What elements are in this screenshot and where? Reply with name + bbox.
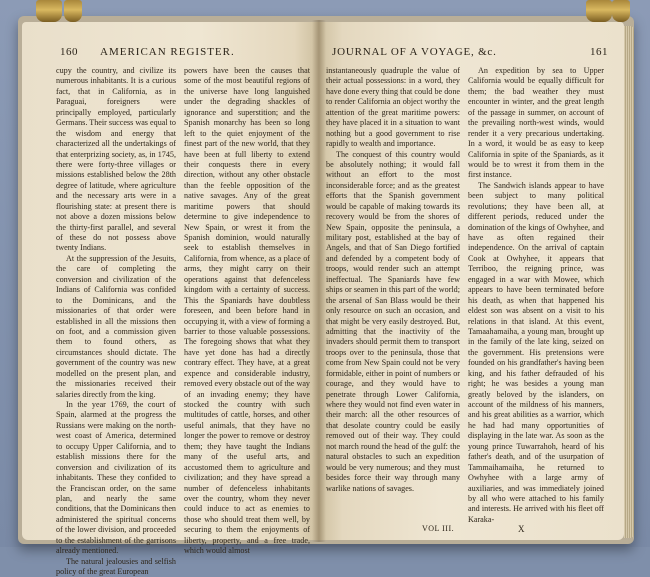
text-column-1 [56, 66, 176, 577]
left-page [22, 22, 318, 576]
right-page [318, 22, 624, 540]
clasp-right-inner [612, 0, 630, 22]
paragraph: The Sandwich islands appear to have been subject to many political revolutions; they have been all, at different periods, reduced under the domination of the kings of Owhyhee, and have as often regained their independence. On the arrival of captain Cook at Owhyhee, it appears that Terriboo, the reigning prince, was engaged in a war with Mowee, which appears to have been terminated before his death, as when that happened his eldest son was absent on a visit to his relations in that island. At this event, Tamaahamaiha, a young man, brought up in the family of the late king, seized on the government. His pretensions were founded on his grandfather's having been king, and his father defrauded of his right; he was besides a young man greatly beloved by the islanders, on account of the mildness of his manners, and his great abilities as a warrior, which he had had many opportunities of displaying in the late war. As soon as the young prince Tuwarrahoh, heard of his father's death, and of the usurpation of Tammaihamaiha, he returned to Owhyhee with a large army of auxiliaries, and was immediately joined by all who were attached to his family and interests. He arrived with his fleet off Karaka- [468, 180, 604, 524]
paragraph: cupy the country, and civilize its numerous inhabitants. It is a curious fact, that in California, as in Paraguai, foreigners were principally employed, particularly Germans. Their success was equal to the wisdom and energy that characterized all the undertakings of that enterprizing society, as, in 1745, there were forty-three villages or missions established below the 28th degree of latitude, where agriculture and the necessary arts were in a flourishing state: at present there is not above a dozen missions below the thirty-first parallel, and several of these do not possess above twenty Indians. [56, 66, 176, 253]
text-column-2 [468, 66, 604, 525]
paragraph: In the year 1769, the court of Spain, alarmed at the progress the Russians were making on the north-west coast of America, determined to occupy Upper California, and to establish missions there for the conversion and civilization of its inhabitants. These they confided to the Franciscan order, on the same plan, and nearly the same conditions, that the Dominicans then administered the spiritual concerns of the lower division, and proceeded to the establishment of the garrisons already mentioned. [56, 400, 176, 556]
clasp-right-outer [586, 0, 612, 22]
clasp-left-inner [64, 0, 82, 22]
text-column-2 [184, 66, 310, 557]
book-gutter [312, 20, 326, 542]
text-column-1 [326, 66, 460, 494]
paragraph: The conquest of this country would be absolutely nothing; it would fall without an effort to the most inconsiderable force; and as the greatest efforts that the Spanish government would be capable of making towards its recovery would be from the shores of New Spain, opposite the peninsula, a military post, established at the bay of Angels, and that of San Diego fortified and defended by a competent body of troops, would render such an attempt ineffectual. The Spaniards have few ships or seamen in this part of the world; the arsenal of San Blass would be their only resource on such an occasion, and that might be very easily destroyed. But, admitting that the inactivity of the invaders should permit them to transport troops over to the peninsula, those that come from New Spain could not be very formidable, either in point of numbers or courage, and they would have to penetrate through Lower California, where they would not find even water in their march: all the other resources of that desolate country could be easily removed out of their way. They could not march round the head of the gulf: the natural obstacles to such an expedition would be very numerous; and they must besides force their way through many warlike nations of savages. [326, 149, 460, 493]
paragraph: At the suppression of the Jesuits, the care of completing the conversion and civilization of the Indians of California was confided to the Dominicans, and the missionaries of that order were established in all the missions then on foot, and a commission given them to found others, as circumstances should dictate. The government of the country was new modelled on the present plan, and the missionaries received their salaries directly from the king. [56, 253, 176, 399]
paragraph: The natural jealousies and selfish policy of the great European [56, 556, 176, 576]
paragraph: powers have been the causes that some of the most beautiful regions of the universe have long languished under the degrading shackles of ignorance and superstition; and the Spanish monarchy has been so long left to the quiet enjoyment of the finest part of the new world, that they have been at full liberty to extend their conquests there in every direction, without any other obstacle than the feeble opposition of the native savages. Any of the great maritime powers that should determine to give independence to New Spain, or wrest it from the Spanish dominion, would naturally seek to establish themselves in California, from whence, as a place of arms, they might carry on their operations against that defenceless kingdom with a certainty of success. This the Spaniards have doubtless foreseen, and been before hand in occupying it, with a view of forming a barrier to those valuable possessions. The foregoing shows that what they have yet done has had a directly contrary effect. They have, at a great expence and considerable industry, removed every obstacle out of the way of an invading enemy; they have stocked the country with such multitudes of cattle, horses, and other useful animals, that they have no longer the power to remove or destroy them; they have taught the Indians many of the useful arts, and accustomed them to agriculture and civilization; and they have spread a number of defenceless inhabitants over the country, whom they never could induce to act as enemies to those who should treat them well, by securing to them the enjoyments of liberty, property, and a free trade, which would almost [184, 66, 310, 556]
paragraph: An expedition by sea to Upper California would be equally difficult for them; the bad weather they must encounter in winter, and the great length of the passage in summer, on account of the prevailing north-west winds, would render it a very precarious undertaking. In a word, it would be as easy to keep California in spite of the Spaniards, as it would be to wrest it from them in the first instance. [468, 66, 604, 180]
running-head: JOURNAL OF A VOYAGE, &c. [332, 46, 497, 58]
signature-mark: X [518, 524, 525, 534]
page-number: 161 [590, 46, 608, 58]
clasp-left-outer [36, 0, 62, 22]
running-head: AMERICAN REGISTER. [100, 46, 235, 58]
page-edges [624, 26, 634, 538]
page-number: 160 [60, 46, 78, 58]
paragraph: instantaneously quadruple the value of their actual possessions: in a word, they have done every thing that could be done to render California an object worthy the attention of the great maritime powers: they have placed it in a situation to want nothing but a good government to rise rapidly to wealth and importance. [326, 66, 460, 149]
volume-mark: VOL III. [422, 524, 455, 533]
